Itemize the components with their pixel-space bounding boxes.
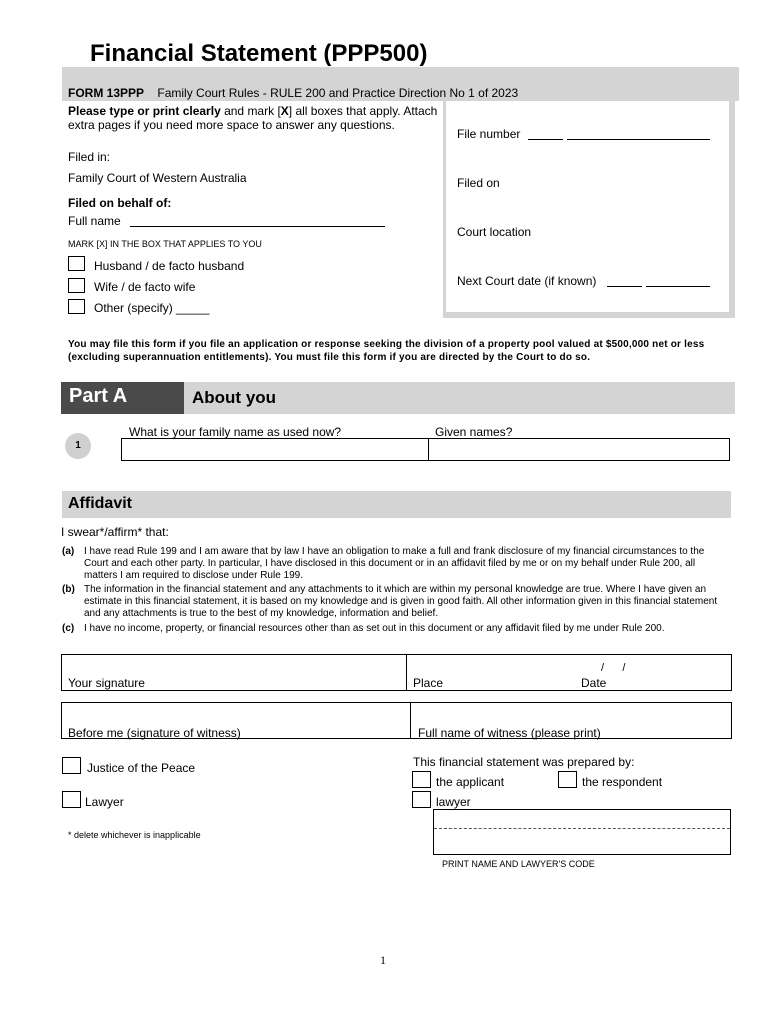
page-title: Financial Statement (PPP500)	[90, 40, 428, 67]
justice-of-peace-checkbox[interactable]	[62, 757, 81, 774]
full-name-witness-label: Full name of witness (please print)	[418, 726, 601, 740]
next-court-date-line-a[interactable]	[607, 286, 642, 287]
wife-label: Wife / de facto wife	[94, 280, 196, 294]
given-names-label: Given names?	[435, 425, 513, 439]
lawyer-box-dashed-line	[434, 828, 730, 829]
filed-on-behalf-label: Filed on behalf of:	[68, 196, 172, 210]
affidavit-item-key: (c)	[62, 623, 75, 634]
filed-in-value: Family Court of Western Australia	[68, 171, 247, 185]
affidavit-item-text: I have no income, property, or financial resources other than as set out in this document or any affidavit filed by me under Rule 200.	[84, 623, 665, 634]
justice-of-peace-label: Justice of the Peace	[87, 761, 196, 775]
filed-on-label: Filed on	[457, 176, 500, 190]
instructions-bold: Please type or print clearly	[68, 104, 221, 118]
affidavit-item-b	[62, 584, 730, 620]
lawyer-witness-label: Lawyer	[85, 795, 124, 809]
page-number: 1	[380, 953, 386, 967]
swear-text: I swear*/affirm* that:	[61, 525, 169, 539]
applicant-label: the applicant	[436, 775, 505, 789]
name-box-divider	[428, 438, 429, 461]
lawyer-prepared-checkbox[interactable]	[412, 791, 431, 808]
place-label: Place	[413, 676, 444, 690]
notice-text: You may file this form if you file an application or response seeking the division of a property pool valued at $500,000 net or less (excluding superannuation entitlements). You must file this form if you are directed by the Court to do so.	[68, 339, 705, 363]
applicant-checkbox[interactable]	[412, 771, 431, 788]
form-rule-text: Family Court Rules - RULE 200 and Practice Direction No 1 of 2023	[157, 86, 519, 100]
form-header	[68, 86, 518, 100]
respondent-label: the respondent	[582, 775, 663, 789]
your-signature-label: Your signature	[68, 676, 145, 690]
form-code: FORM 13PPP	[68, 86, 145, 100]
instructions: Please type or print clearly and mark [X] all boxes that apply. Attach extra pages if you need more space to answer any questions.	[68, 104, 438, 132]
court-location-label: Court location	[457, 225, 532, 239]
mark-box-note: MARK [X] IN THE BOX THAT APPLIES TO YOU	[68, 239, 262, 249]
witness-divider	[410, 702, 411, 739]
full-name-label: Full name	[68, 214, 121, 228]
full-name-line[interactable]	[130, 226, 385, 227]
affidavit-item-text: The information in the financial statement and any attachments to it which are within my personal knowledge are true. Where I have given an estimate in this financial statement, it is based on my knowledge and is given in good faith. All other information given in this financial statement and any attachments is true to the best of my knowledge, information and belief.	[84, 584, 718, 619]
part-a-title: About you	[184, 382, 735, 414]
file-number-line-a[interactable]	[528, 139, 563, 140]
affidavit-title: Affidavit	[62, 491, 731, 518]
file-number-line-b[interactable]	[567, 139, 710, 140]
file-number-label: File number	[457, 127, 521, 141]
signature-divider	[406, 654, 407, 691]
next-court-date-line-b[interactable]	[646, 286, 710, 287]
prepared-by-label: This financial statement was prepared by:	[413, 755, 635, 769]
wife-checkbox[interactable]	[68, 278, 85, 293]
signature-box[interactable]	[61, 654, 732, 691]
lawyer-witness-checkbox[interactable]	[62, 791, 81, 808]
filed-in-label: Filed in:	[68, 150, 111, 164]
husband-label: Husband / de facto husband	[94, 259, 245, 273]
date-label: Date	[581, 676, 607, 690]
print-name-label: PRINT NAME AND LAWYER'S CODE	[442, 859, 595, 869]
date-slashes: / /	[601, 662, 626, 674]
family-name-label: What is your family name as used now?	[129, 425, 342, 439]
affidavit-item-a	[62, 546, 730, 582]
footnote: * delete whichever is inapplicable	[68, 830, 201, 840]
question-number-badge: 1	[65, 433, 91, 459]
affidavit-item-key: (b)	[62, 584, 75, 595]
lawyer-prepared-label: lawyer	[436, 795, 471, 809]
next-court-date-label: Next Court date (if known)	[457, 274, 597, 288]
affidavit-item-key: (a)	[62, 546, 75, 557]
before-me-label: Before me (signature of witness)	[68, 726, 241, 740]
family-name-input[interactable]	[121, 438, 730, 461]
part-a-label: Part A	[61, 382, 184, 414]
other-label: Other (specify) _____	[94, 301, 210, 315]
affidavit-item-c	[62, 623, 730, 635]
husband-checkbox[interactable]	[68, 256, 85, 271]
other-checkbox[interactable]	[68, 299, 85, 314]
respondent-checkbox[interactable]	[558, 771, 577, 788]
lawyer-name-box[interactable]	[433, 809, 731, 855]
affidavit-item-text: I have read Rule 199 and I am aware that by law I have an obligation to make a full and frank disclosure of my financial circumstances to the Court and each other party. In particular, I have disclosed in this document or in an affidavit filed by me or on my behalf under Rule 200, all matters I am required to disclose under Rule 199.	[84, 546, 705, 581]
